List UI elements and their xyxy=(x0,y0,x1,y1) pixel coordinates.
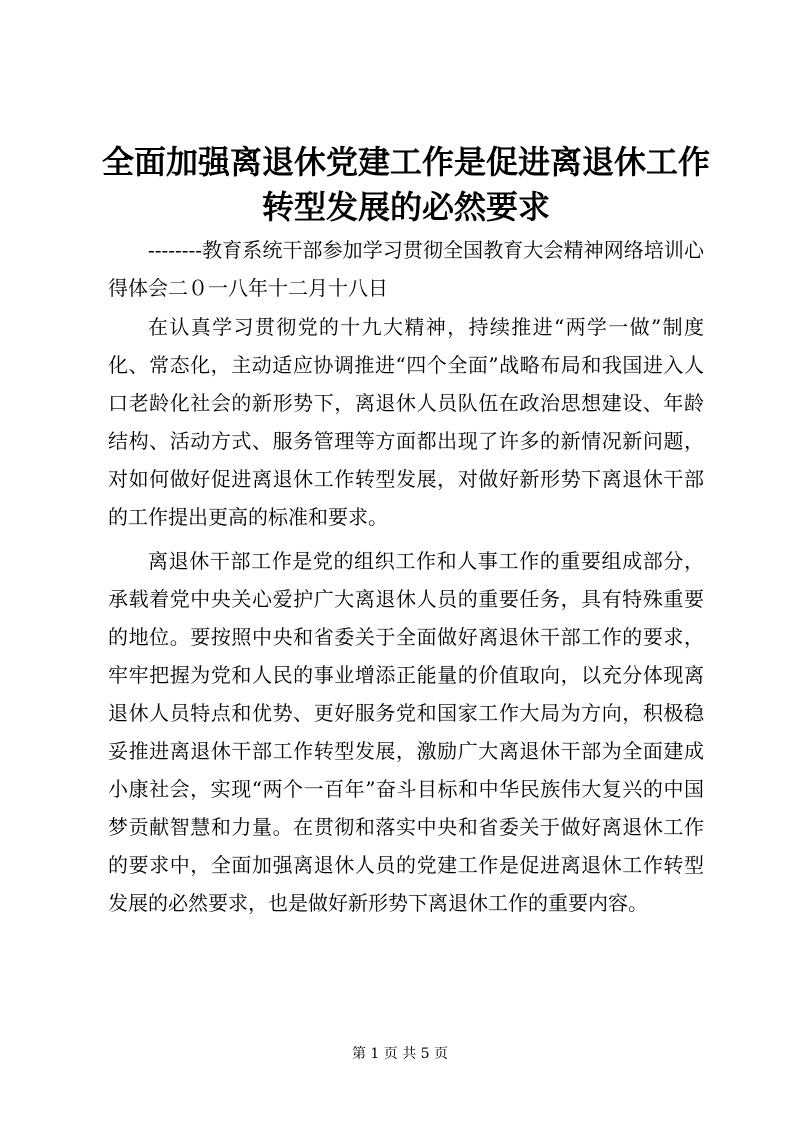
document-body xyxy=(108,308,704,922)
page-number-footer: 第 1 页 共 5 页 xyxy=(351,1046,449,1062)
body-paragraph: 在认真学习贯彻党的十九大精神，持续推进“两学一做”制度化、常态化，主动适应协调推进“四个全面”战略布局和我国进入人口老龄化社会的新形势下，离退休人员队伍在政治思想建设、年龄结构、活动方式、服务管理等方面都出现了许多的新情况新问题，对如何做好促进离退休工作转型发展，对做好新形势下离退休干部的工作提出更高的标准和要求。 xyxy=(108,315,704,529)
document-title: 全面加强离退休党建工作是促进离退休工作转型发展的必然要求 xyxy=(101,143,710,226)
document-subtitle: --------教育系统干部参加学习贯彻全国教育大会精神网络培训心得体会二０一八年十二月十八日 xyxy=(108,238,704,300)
body-paragraph: 离退休干部工作是党的组织工作和人事工作的重要组成部分，承载着党中央关心爱护广大离退休人员的重要任务，具有特殊重要的地位。要按照中央和省委关于全面做好离退休干部工作的要求，牢牢把握为党和人民的事业增添正能量的价值取向，以充分体现离退休人员特点和优势、更好服务党和国家工作大局为方向，积极稳妥推进离退休干部工作转型发展，激励广大离退休干部为全面建成小康社会，实现“两个一百年”奋斗目标和中华民族伟大复兴的中国梦贡献智慧和力量。在贯彻和落实中央和省委关于做好离退休工作的要求中，全面加强离退休人员的党建工作是促进离退休工作转型发展的必然要求，也是做好新形势下离退休工作的重要内容。 xyxy=(108,549,704,915)
